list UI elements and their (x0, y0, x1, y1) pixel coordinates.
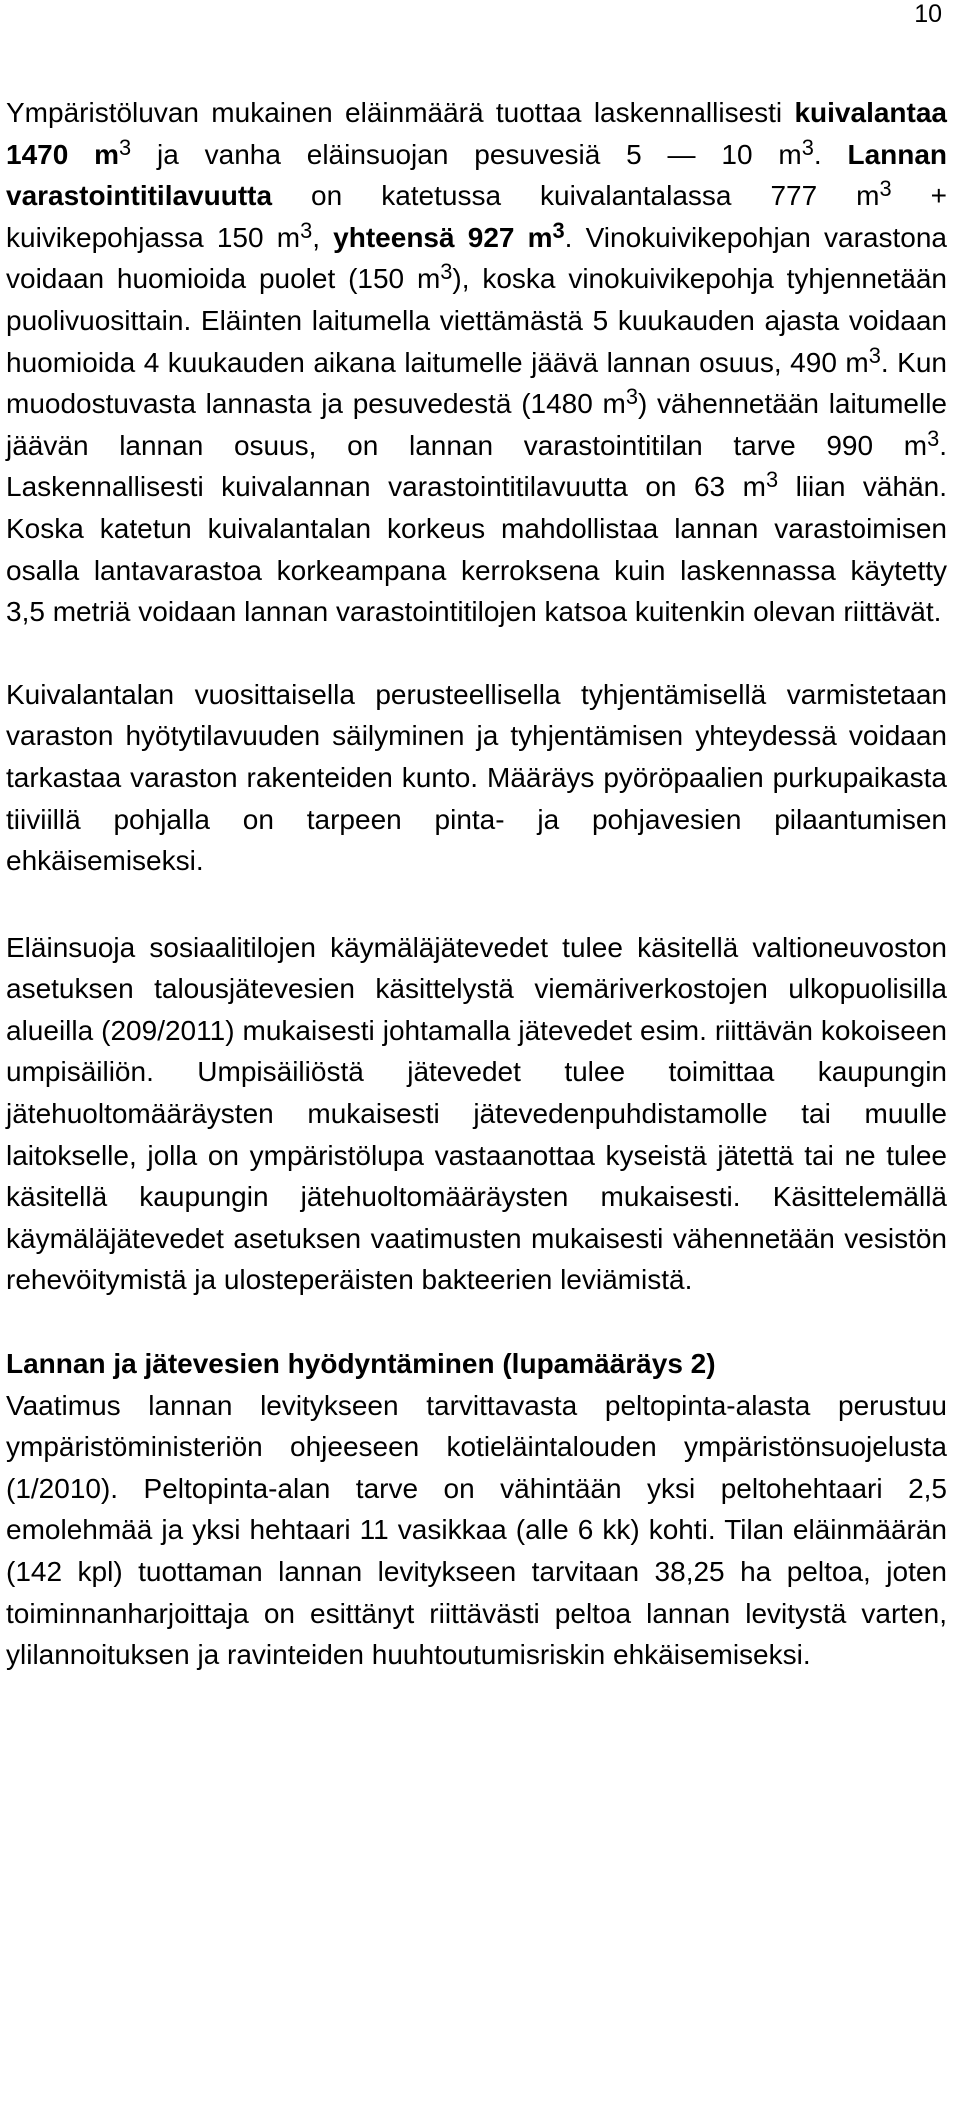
text-run: . Vinokuivikepohjan varastona voidaan huomioida puolet (150 m (6, 221, 947, 295)
text-run: + kuivikepohjassa 150 m (6, 180, 947, 253)
superscript: 3 (440, 259, 453, 285)
text-run: ) vähennetään laitumelle jäävän lannan osuus, on lannan varastointitilan tarve 990 m (6, 388, 947, 461)
bold-text: kuivalantaa 1470 m (6, 97, 947, 170)
paragraph-wastewater: Eläinsuoja sosiaalitilojen käymäläjätevedet tulee käsitellä valtioneuvoston asetuksen talousjätevesien käsittelystä viemäriverkostojen ulkopuolisilla alueilla (209/2011) mukaisesti johtamalla jätevedet esim. riittävän kokoiseen umpisäiliön. Umpisäiliöstä jätevedet tulee toimittaa kaupungin jätehuoltomääräysten mukaisesti jätevedenpuhdistamolle tai muulle laitokselle, jolla on ympäristölupa vastaanottaa kyseistä jätettä tai ne tulee käsitellä kaupungin jätehuoltomääräysten mukaisesti. Käsittelemällä käymäläjätevedet asetuksen vaatimusten mukaisesti vähennetään vesistön rehevöitymistä ja ulosteperäisten bakteerien leviämistä. (6, 931, 947, 1296)
superscript: 3 (868, 342, 881, 368)
text-run: . (813, 138, 848, 170)
text-run: , (312, 221, 334, 253)
text-run: ja vanha eläinsuojan pesuvesiä 5 — 10 m (131, 138, 802, 170)
superscript: 3 (625, 383, 639, 409)
superscript: 3 (552, 217, 565, 243)
text-run: Ympäristöluvan mukainen eläinmäärä tuottaa laskennallisesti (6, 97, 795, 128)
paragraph-storage-emptying: Kuivalantalan vuosittaisella perusteellisella tyhjentämisellä varmistetaan varaston hyötytilavuuden säilyminen ja tyhjentämisen yhteydessä voidaan tarkastaa varaston rakenteiden kunto. Määräys pyöröpaalien purkupaikasta tiiviillä pohjalla on tarpeen pinta- ja pohjavesien pilaantumisen ehkäisemiseksi. (6, 678, 947, 877)
paragraph-manure-storage (6, 92, 947, 633)
superscript: 3 (801, 134, 814, 160)
superscript: 3 (879, 176, 892, 202)
paragraph-field-area: Vaatimus lannan levitykseen tarvittavasta peltopinta-alasta perustuu ympäristöministeriön ohjeeseen kotieläintalouden ympäristönsuojelusta (1/2010). Peltopinta-alan tarve on vähintään yksi peltohehtaari 2,5 emolehmää ja yksi hehtaari 11 vasikkaa (alle 6 kk) kohti. Tilan eläinmäärän (142 kpl) tuottaman lannan levitykseen tarvitaan 38,25 ha peltoa, joten toiminnanharjoittaja on esittänyt riittävästi peltoa lannan levitystä varten, ylilannoituksen ja ravinteiden huuhtoutumisriskin ehkäisemiseksi. (6, 1389, 947, 1671)
superscript: 3 (927, 425, 940, 451)
bold-text: Lannan varastointitilavuutta (6, 138, 948, 212)
text-run: liian vähän. Koska katetun kuivalantalan korkeus mahdollistaa lannan varastoimisen osalla lantavarastoa korkeampana kerroksena kuin laskennassa käytetty 3,5 metriä voidaan lannan varastointitilojen katsoa kuitenkin olevan riittävät. (6, 471, 948, 628)
bold-text: yhteensä 927 m (333, 221, 553, 253)
document-body (6, 92, 947, 1676)
superscript: 3 (765, 467, 779, 493)
text-run: ), koska vinokuivikepohja tyhjennetään puolivuosittain. Eläinten laitumella viettämästä 5 kuukauden ajasta voidaan huomioida 4 kuukauden aikana laitumelle jäävä lannan osuus, 490 m (6, 263, 947, 378)
text-run: on katetussa kuivalantalassa 777 m (272, 180, 880, 212)
text-run: . Kun muodostuvasta lannasta ja pesuvedestä (1480 m (6, 346, 947, 420)
superscript: 3 (300, 217, 313, 243)
section-heading: Lannan ja jätevesien hyödyntäminen (lupamääräys 2) (6, 1348, 716, 1380)
superscript: 3 (119, 134, 132, 160)
page-number: 10 (914, 0, 942, 28)
text-run: . Laskennallisesti kuivalannan varastointitilavuutta on 63 m (6, 429, 947, 503)
